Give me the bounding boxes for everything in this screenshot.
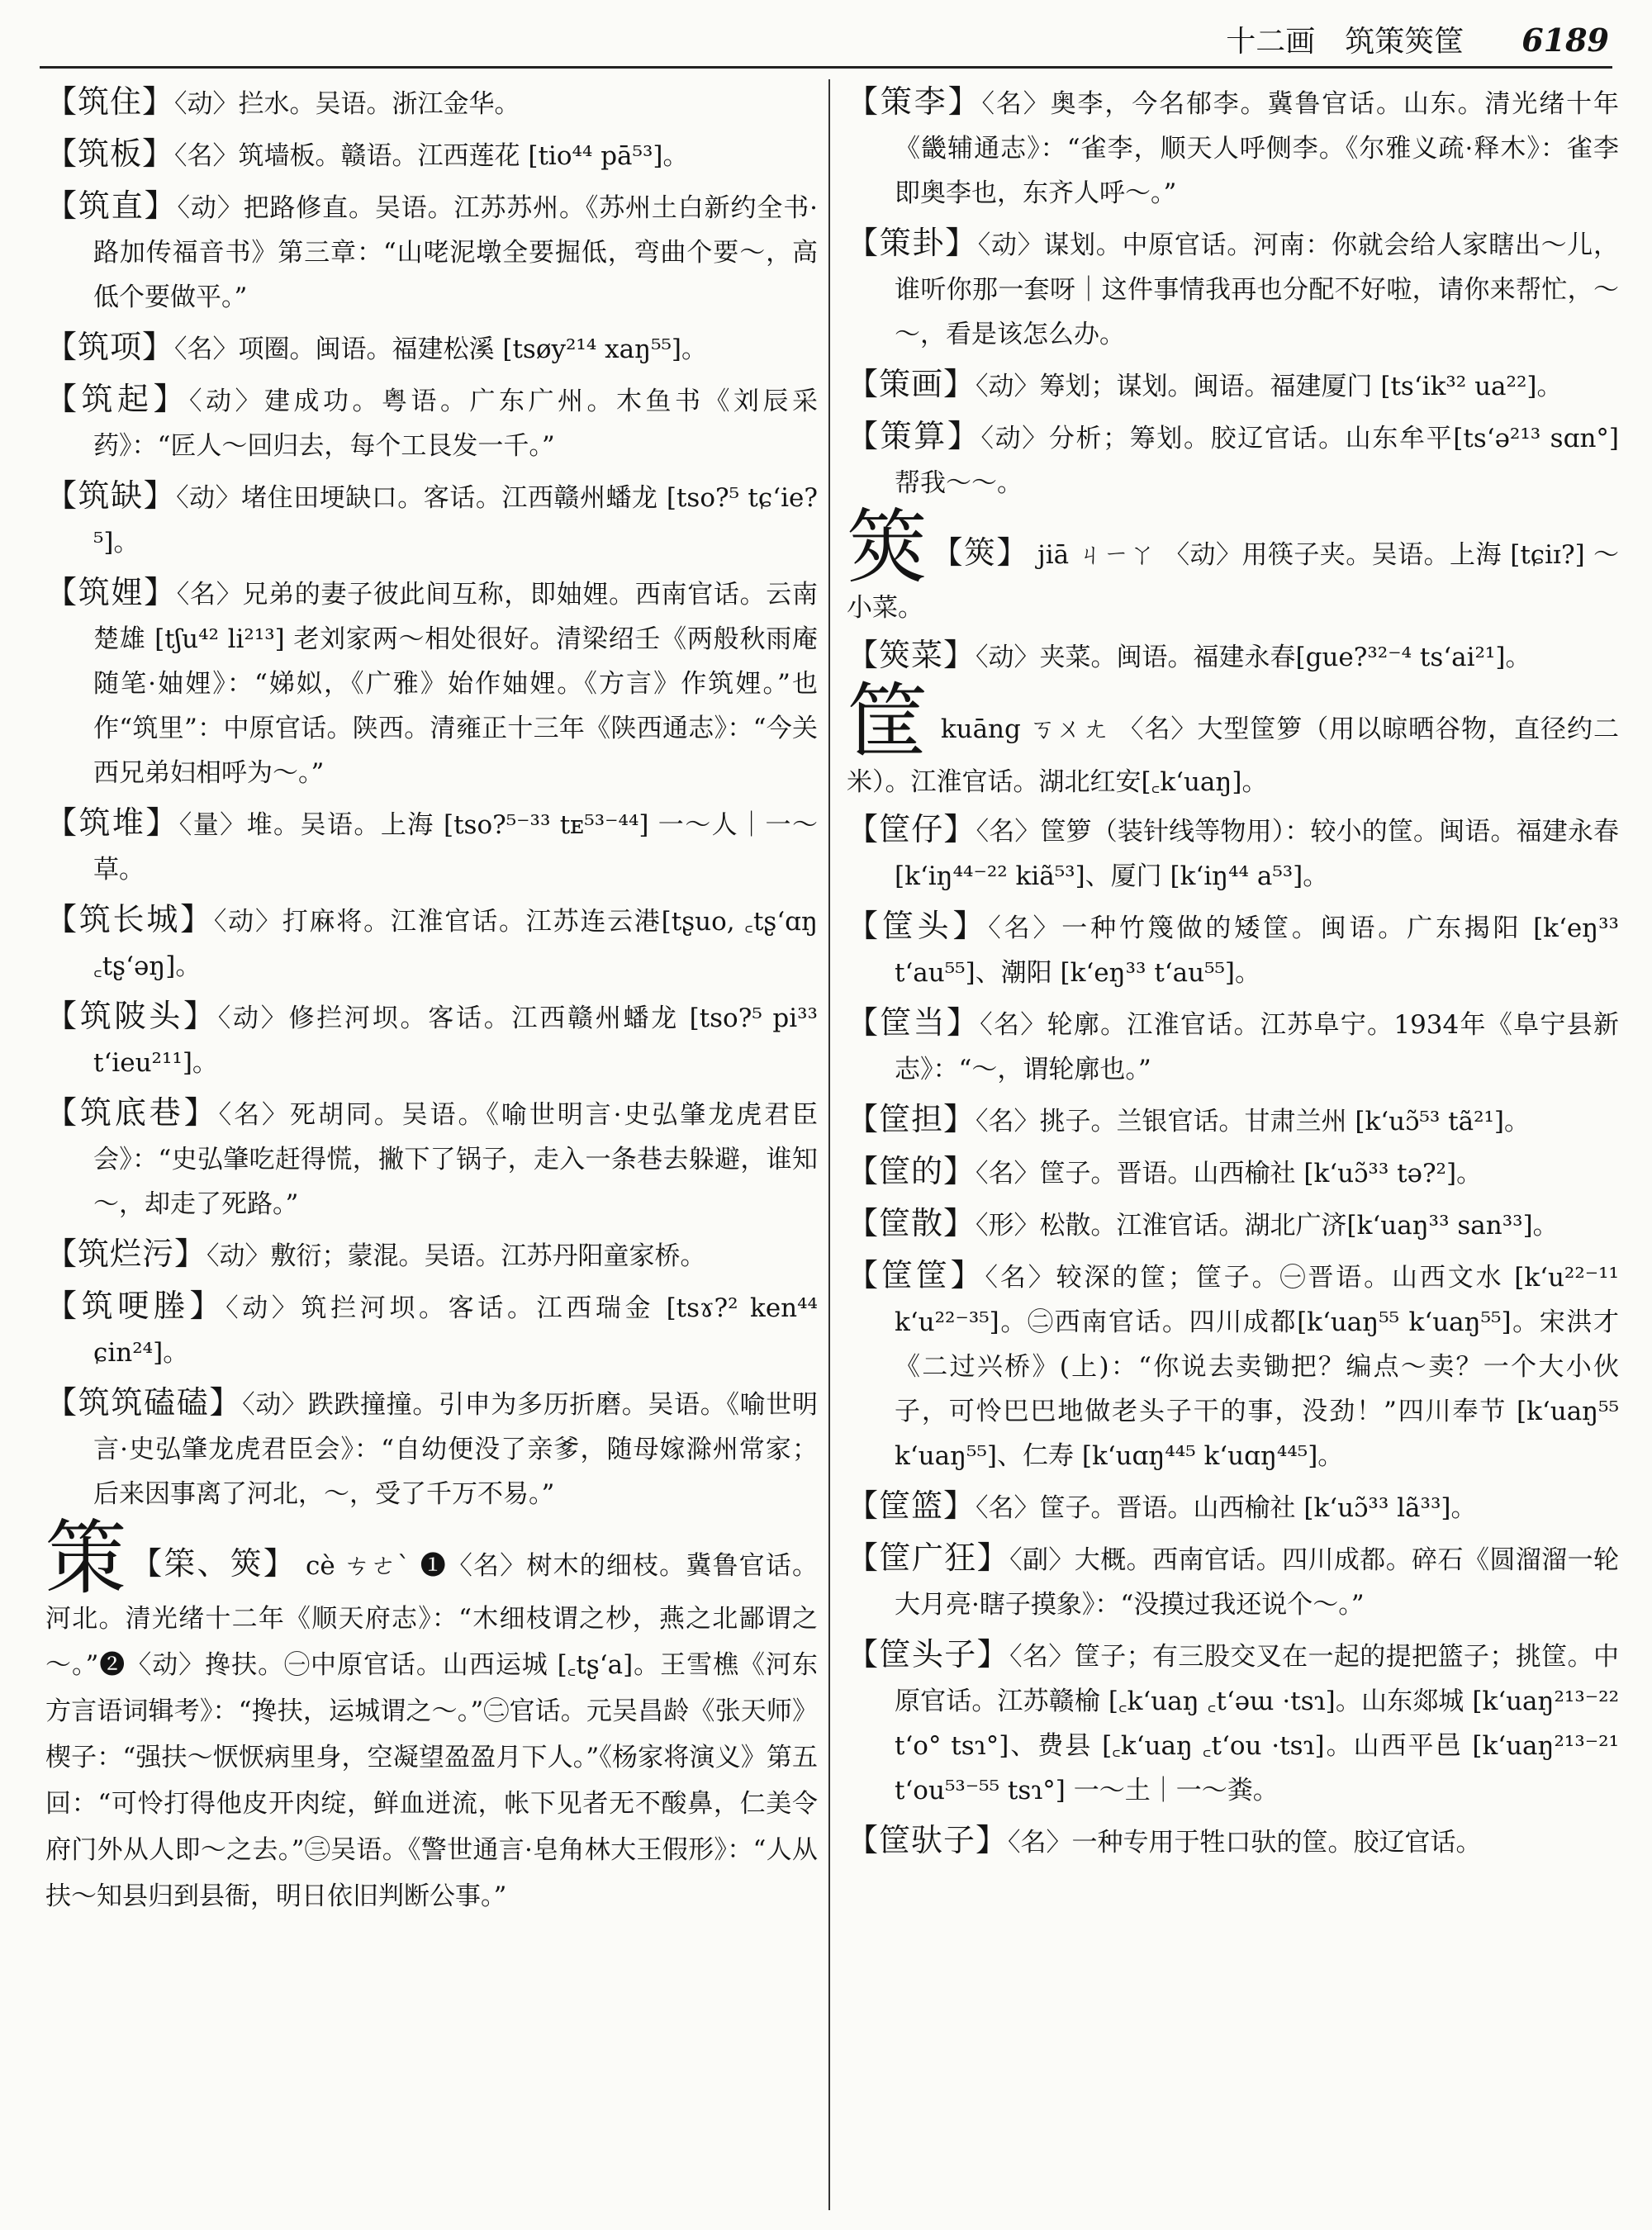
- entry-term: 【筐仔】: [847, 811, 976, 847]
- entry-term: 【筑哽塍】: [45, 1288, 226, 1324]
- entry-definition: 〈动〉修拦河坝。客话。江西赣州蟠龙 [tso?⁵ pi³³ t‘ieu²¹¹]。: [93, 1004, 818, 1078]
- head-reading: jiā ㄐㄧㄚ: [1037, 540, 1156, 570]
- headword-kuang: [847, 675, 1620, 805]
- entry-term: 【筑起】: [45, 381, 189, 417]
- dictionary-entry: [45, 897, 818, 989]
- dictionary-entry: [847, 1632, 1619, 1813]
- entry-definition: 〈名〉死胡同。吴语。《喻世明言·史弘肇龙虎君臣会》：“史弘肇吃赶得慌，撇下了锅子，走入一条巷去躲避，谁知～，却走了死路。”: [93, 1100, 818, 1219]
- dictionary-entry: [847, 1097, 1619, 1144]
- head-reading: cè ㄘㄜˋ: [306, 1551, 411, 1581]
- dictionary-entry: [45, 800, 818, 892]
- dictionary-entry: [847, 904, 1619, 995]
- head-definition: ❶〈名〉树木的细枝。冀鲁官话。河北。清光绪十二年《顺天府志》：“木细枝谓之杪，燕之北鄙谓之～。”❷〈动〉搀扶。㊀中原官话。山西运城 [꜀tʂ‘a]。王雪樵《河东方言语词辑考》：“搀扶，运城谓之～。”㊁官话。元吴昌龄《张天师》楔子：“强扶～恹恹病里身，空凝望盈盈月下人。”《杨家将演义》第五回：“可怜打得他皮开肉绽，鲜血迸流，帐下见者无不酸鼻，仁美令府门外从人即～之去。”㊂吴语。《警世通言·皂角林大王假形》：“人从扶～知县归到县衙，明日依旧判断公事。”: [45, 1551, 818, 1911]
- entry-definition: 〈名〉筐子。晋语。山西榆社 [k‘uɔ̃³³ tə?²]。: [976, 1159, 1483, 1189]
- head-definition: 〈名〉大型筐箩（用以晾晒谷物，直径约二米）。江淮官话。湖北红安[꜀k‘uaŋ]。: [847, 714, 1620, 797]
- entry-term: 【筑底巷】: [45, 1094, 219, 1131]
- entry-term: 【筑缺】: [45, 477, 177, 514]
- left-entry-list: [45, 79, 818, 1516]
- entry-definition: 〈动〉分析；筹划。胶辽官话。山东牟平[ts‘ə²¹³ sɑn°] 帮我～～。: [895, 424, 1619, 498]
- jia-entry-list: [847, 633, 1619, 680]
- section-heading: 十二画 筑策筴筐: [1226, 25, 1464, 59]
- dictionary-entry: [45, 377, 818, 468]
- dictionary-entry: [847, 1149, 1619, 1196]
- dictionary-entry: [847, 633, 1619, 680]
- entry-term: 【筐篮】: [847, 1487, 976, 1524]
- dictionary-entry: [45, 1283, 818, 1375]
- entry-definition: 〈动〉堵住田埂缺口。客话。江西赣州蟠龙 [tso?⁵ tɕ‘ie?⁵]。: [93, 483, 818, 558]
- entry-term: 【筑项】: [45, 329, 175, 365]
- entry-term: 【筑长城】: [45, 901, 214, 937]
- dictionary-entry: [45, 1380, 818, 1516]
- head-variants: 【筞、筴】: [131, 1545, 297, 1582]
- entry-term: 【筑板】: [45, 135, 175, 172]
- dictionary-entry: [847, 1535, 1619, 1627]
- entry-definition: 〈动〉建成功。粤语。广东广州。木鱼书《刘辰采药》：“匠人～回归去，每个工艮发一千。”: [93, 387, 818, 461]
- entry-definition: 〈名〉筐箩（装针线等物用）：较小的筐。闽语。福建永春 [k‘iŋ⁴⁴⁻²² kiã⁵³]、厦门 [k‘iŋ⁴⁴ a⁵³]。: [895, 817, 1619, 891]
- entry-term: 【筐担】: [847, 1101, 976, 1137]
- entry-term: 【筑娌】: [45, 574, 177, 610]
- headword-ce: [45, 1511, 818, 1919]
- dictionary-entry: [847, 362, 1619, 409]
- dictionary-entry: [45, 183, 818, 320]
- entry-term: 【筐头】: [847, 908, 989, 944]
- entry-term: 【策算】: [847, 418, 981, 454]
- entry-definition: 〈名〉轮廓。江淮官话。江苏阜宁。1934年《阜宁县新志》：“～，谓轮廓也。”: [895, 1010, 1619, 1084]
- dictionary-entry: [45, 1231, 818, 1279]
- entry-definition: 〈动〉谋划。中原官话。河南：你就会给人家瞎出～儿，谁听你那一套呀｜这件事情我再也分配不好啦，请你来帮忙，～～，看是该怎么办。: [895, 230, 1619, 349]
- entry-term: 【筑住】: [45, 83, 175, 120]
- dictionary-entry: [847, 1000, 1619, 1092]
- head-variants: 【筴】: [931, 534, 1029, 571]
- entry-definition: 〈名〉较深的筐；筐子。㊀晋语。山西文水 [k‘u²²⁻¹¹ k‘u²²⁻³⁵]。㊁西南官话。四川成都[k‘uaŋ⁵⁵ k‘uaŋ⁵⁵]。宋洪才《二过兴桥》(上)：“你说去卖锄把？编点～卖？一个大小伙子，可怜巴巴地做老头子干的事，没劲！”四川奉节 [k‘uaŋ⁵⁵ k‘uaŋ⁵⁵]、仁寿 [k‘uɑŋ⁴⁴⁵ k‘uɑŋ⁴⁴⁵]。: [895, 1263, 1619, 1471]
- entry-definition: 〈名〉项圈。闽语。福建松溪 [tsøy²¹⁴ xaŋ⁵⁵]。: [174, 334, 708, 364]
- headword-jia: [847, 501, 1619, 631]
- entry-term: 【筐筐】: [847, 1257, 985, 1293]
- entry-term: 【策卦】: [847, 225, 978, 261]
- entry-definition: 〈名〉一种专用于牲口驮的筐。胶辽官话。: [1008, 1828, 1482, 1858]
- right-entry-list-b: [847, 807, 1619, 1865]
- entry-term: 【筐的】: [847, 1153, 976, 1189]
- entry-term: 【筑烂污】: [45, 1236, 207, 1272]
- entry-definition: 〈动〉跌跌撞撞。引申为多历折磨。吴语。《喻世明言·史弘肇龙虎君臣会》：“自幼便没了亲爹，随母嫁滁州常家；后来因事离了河北，～，受了千万不易。”: [93, 1390, 818, 1509]
- entry-term: 【筐散】: [847, 1205, 976, 1241]
- entry-term: 【筑堆】: [45, 804, 179, 841]
- entry-term: 【筐广狂】: [847, 1540, 1010, 1576]
- entry-term: 【筑陂头】: [45, 998, 218, 1034]
- dictionary-entry: [847, 79, 1619, 216]
- entry-definition: 〈名〉奥李，今名郁李。冀鲁官话。山东。清光绪十年《畿辅通志》：“雀李，顺天人呼侧李。《尔雅义疏·释木》：雀李即奥李也，东齐人呼～。”: [895, 89, 1619, 208]
- dictionary-entry: [45, 994, 818, 1085]
- head-character: 筴: [847, 501, 928, 595]
- entry-definition: 〈动〉筹划；谋划。闽语。福建厦门 [ts‘ik³² ua²²]。: [976, 372, 1563, 401]
- entry-term: 【筐驮子】: [847, 1822, 1009, 1858]
- header-rule: [40, 66, 1612, 69]
- head-character: 策: [45, 1511, 128, 1606]
- entry-term: 【策画】: [847, 366, 976, 402]
- column-divider: [828, 79, 830, 2210]
- entry-definition: 〈名〉挑子。兰银官话。甘肃兰州 [k‘uɔ̃⁵³ tã²¹]。: [976, 1107, 1531, 1136]
- dictionary-entry: [847, 1483, 1619, 1530]
- dictionary-entry: [847, 1201, 1619, 1248]
- entry-term: 【筑筑磕磕】: [45, 1384, 243, 1421]
- entry-definition: 〈副〉大概。西南官话。四川成都。碎石《圆溜溜一轮大月亮·瞎子摸象》：“没摸过我还说个～。”: [895, 1545, 1619, 1620]
- entry-definition: 〈名〉筐子。晋语。山西榆社 [k‘uɔ̃³³ lã³³]。: [976, 1493, 1477, 1523]
- entry-definition: 〈名〉筑墙板。赣语。江西莲花 [tio⁴⁴ pā⁵³]。: [174, 141, 689, 171]
- dictionary-entry: [847, 414, 1619, 505]
- dictionary-entry: [847, 1818, 1619, 1865]
- dictionary-entry: [847, 1253, 1619, 1478]
- dictionary-entry: [45, 79, 818, 126]
- entry-definition: 〈动〉把路修直。吴语。江苏苏州。《苏州土白新约全书·路加传福音书》第三章：“山咾泥墩全要掘低，弯曲个要～，高低个要做平。”: [93, 193, 818, 312]
- entry-term: 【策李】: [847, 83, 982, 120]
- head-definition: 〈动〉用筷子夹。吴语。上海 [tɕiɪ?] ～小菜。: [847, 540, 1619, 623]
- entry-definition: 〈名〉一种竹篾做的矮筐。闽语。广东揭阳 [k‘eŋ³³ t‘au⁵⁵]、潮阳 [k‘eŋ³³ t‘au⁵⁵]。: [895, 913, 1619, 988]
- entry-term: 【筴菜】: [847, 637, 976, 673]
- page-number: 6189: [1521, 21, 1609, 59]
- dictionary-entry: [45, 1090, 818, 1226]
- entry-term: 【筐当】: [847, 1004, 980, 1041]
- entry-term: 【筐头子】: [847, 1636, 1010, 1672]
- left-column: [45, 79, 818, 1921]
- entry-definition: 〈动〉夹菜。闽语。福建永春[gue?³²⁻⁴ ts‘ai²¹]。: [976, 643, 1531, 672]
- entry-definition: 〈动〉筑拦河坝。客话。江西瑞金 [tsɤ?² ken⁴⁴ ɕin²⁴]。: [93, 1293, 818, 1368]
- dictionary-entry: [45, 570, 818, 795]
- entry-definition: 〈动〉敷衍；蒙混。吴语。江苏丹阳童家桥。: [206, 1241, 706, 1271]
- right-entry-list-a: [847, 79, 1619, 505]
- dictionary-entry: [45, 473, 818, 565]
- dictionary-entry: [847, 221, 1619, 357]
- dictionary-entry: [45, 131, 818, 178]
- head-character: 筐: [847, 675, 928, 769]
- entry-term: 【筑直】: [45, 187, 178, 224]
- page-header: [1226, 18, 1609, 60]
- head-reading: kuāng ㄎㄨㄤ: [940, 714, 1109, 744]
- entry-definition: 〈量〉堆。吴语。上海 [tso?⁵⁻³³ tᴇ⁵³⁻⁴⁴] 一～人｜一～草。: [93, 810, 818, 885]
- dictionary-entry: [847, 807, 1619, 899]
- entry-definition: 〈名〉筐子；有三股交叉在一起的提把篮子；挑筐。中原官话。江苏赣榆 [꜀k‘uaŋ ꜀t‘əɯ ·tsɿ]。山东郯城 [k‘uaŋ²¹³⁻²² t‘o° tsɿ°]、费县 [꜀k‘uaŋ ꜀t‘ou ·tsɿ]。山西平邑 [k‘uaŋ²¹³⁻²¹ t‘ou⁵³⁻⁵⁵ tsɿ°] 一～土｜一～粪。: [895, 1642, 1619, 1805]
- right-column: [847, 79, 1619, 1870]
- entry-definition: 〈动〉打麻将。江淮官话。江苏连云港[tʂuo, ꜀tʂ‘ɑŋ ꜀tʂ‘əŋ]。: [93, 907, 818, 981]
- entry-definition: 〈动〉拦水。吴语。浙江金华。: [174, 89, 520, 119]
- dictionary-entry: [45, 325, 818, 372]
- entry-definition: 〈名〉兄弟的妻子彼此间互称，即妯娌。西南官话。云南楚雄 [tʃu⁴² li²¹³] 老刘家两～相处很好。清梁绍壬《两般秋雨庵随笔·妯娌》：“娣姒，《广雅》始作妯娌。《方言》作筑娌。”也作“筑里”：中原官话。陕西。清雍正十三年《陕西通志》：“今关西兄弟妇相呼为～。”: [93, 580, 818, 788]
- entry-definition: 〈形〉松散。江淮官话。湖北广济[k‘uaŋ³³ san³³]。: [976, 1211, 1559, 1241]
